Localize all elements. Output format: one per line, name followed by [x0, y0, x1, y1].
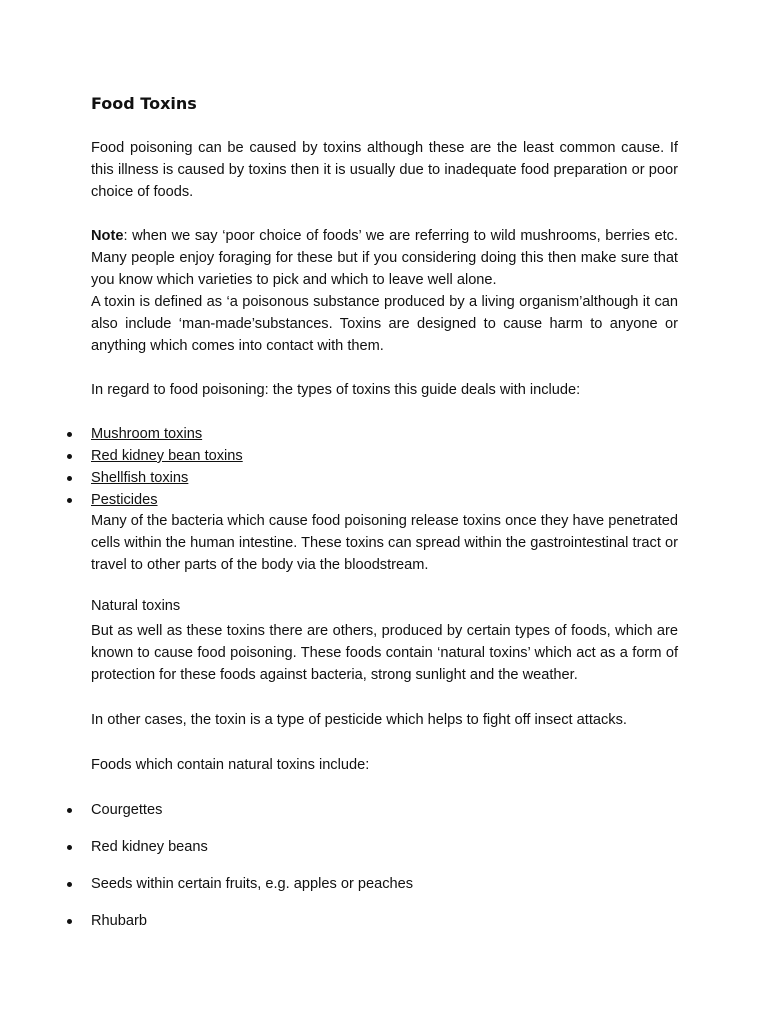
types-intro-paragraph: In regard to food poisoning: the types of toxins this guide deals with include: [91, 382, 581, 398]
bullet-icon [67, 919, 72, 924]
note-label: Note [91, 228, 124, 244]
bacteria-paragraph: Many of the bacteria which cause food poisoning release toxins once they have penetrated cells within the human intestine. These toxins can spread within the gastrointestinal tract or travel to other parts of the body via the bloodstream. [91, 513, 678, 573]
food-item: Courgettes [91, 802, 163, 818]
page-title: Food Toxins [91, 94, 197, 113]
list-item[interactable] [0, 445, 768, 467]
note-text: : when we say ‘poor choice of foods’ we are referring to wild mushrooms, berries etc. Many people enjoy foraging for these but if you considering doing this then make sure that you know which varieties to pick and which to leave well alone. [91, 228, 678, 288]
toxin-link[interactable]: Pesticides [91, 492, 158, 508]
list-item [0, 799, 768, 836]
list-item[interactable] [0, 467, 768, 489]
list-item[interactable] [0, 423, 768, 445]
list-item[interactable] [0, 489, 768, 511]
note-paragraph [91, 225, 678, 291]
bullet-icon [67, 476, 72, 481]
bullet-icon [67, 808, 72, 813]
list-item [0, 910, 768, 947]
toxin-link[interactable]: Red kidney bean toxins [91, 448, 243, 464]
food-item: Rhubarb [91, 913, 147, 929]
bullet-icon [67, 454, 72, 459]
food-item: Red kidney beans [91, 839, 208, 855]
definition-paragraph: A toxin is defined as ‘a poisonous substance produced by a living organism’although it can also include ‘man-made’substances. Toxins are designed to cause harm to anyone or anything which comes into contact with them. [91, 294, 678, 354]
bullet-icon [67, 498, 72, 503]
food-item: Seeds within certain fruits, e.g. apples or peaches [91, 876, 414, 892]
list-item [0, 873, 768, 910]
natural-toxins-heading: Natural toxins [91, 598, 181, 614]
intro-paragraph: Food poisoning can be caused by toxins although these are the least common cause. If this illness is caused by toxins then it is usually due to inadequate food preparation or poor choice of foods. [91, 140, 678, 200]
foods-intro-paragraph: Foods which contain natural toxins include: [91, 757, 370, 773]
toxin-links-list [0, 423, 768, 511]
bullet-icon [67, 432, 72, 437]
natural-foods-list [0, 799, 768, 947]
pesticide-paragraph: In other cases, the toxin is a type of pesticide which helps to fight off insect attacks. [91, 712, 627, 728]
toxin-link[interactable]: Shellfish toxins [91, 470, 189, 486]
toxin-link[interactable]: Mushroom toxins [91, 426, 203, 442]
list-item [0, 836, 768, 873]
bullet-icon [67, 845, 72, 850]
natural-toxins-paragraph: But as well as these toxins there are others, produced by certain types of foods, which are known to cause food poisoning. These foods contain ‘natural toxins’ which act as a form of protection for these foods against bacteria, strong sunlight and the weather. [91, 623, 678, 683]
bullet-icon [67, 882, 72, 887]
